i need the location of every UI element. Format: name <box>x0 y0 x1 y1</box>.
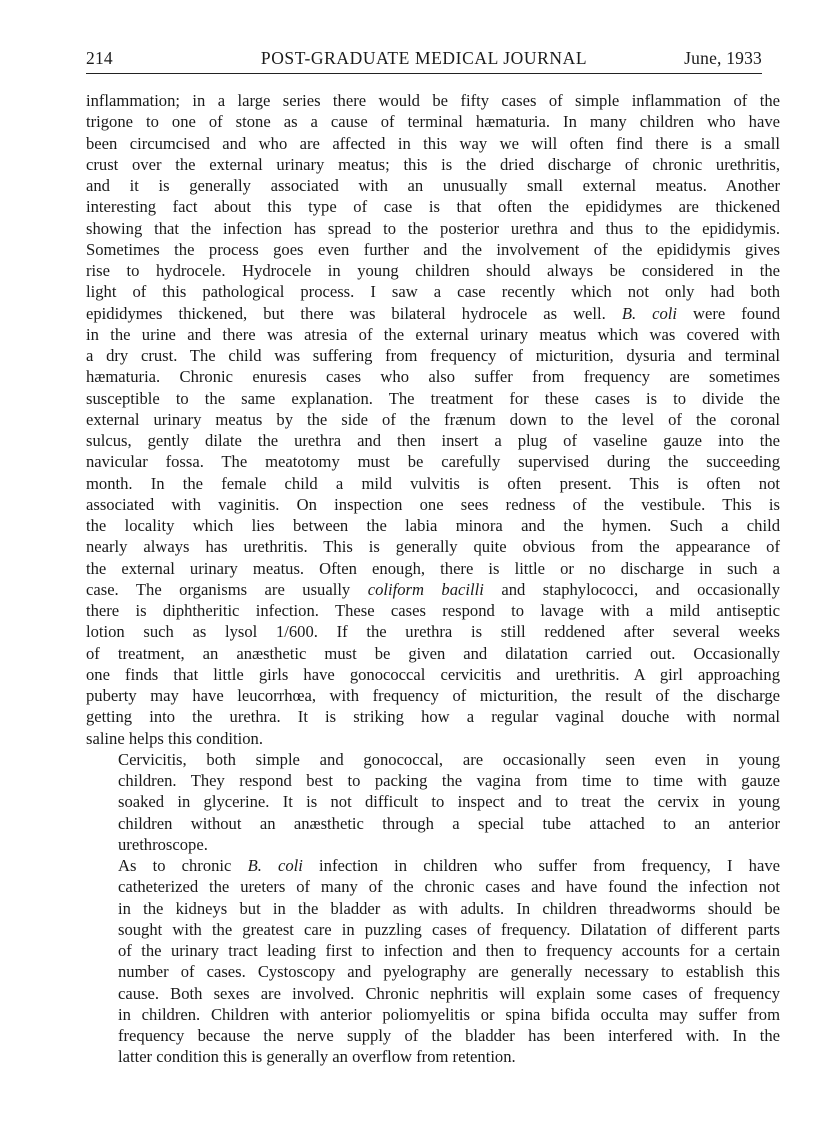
text-line: getting into the urethra. It is striking how a regular vaginal douche with normal <box>86 707 780 727</box>
paragraph <box>86 749 780 855</box>
text-line: in the kidneys but in the bladder as with adults. In children threadworms should be <box>118 898 780 918</box>
text-line: soaked in glycerine. It is not difficult to inspect and to treat the cervix in young <box>118 792 780 812</box>
text-line: case. The organisms are usually coliform bacilli and staphylococci, and occasionally <box>86 579 781 599</box>
text-line: number of cases. Cystoscopy and pyelography are generally necessary to establish this <box>118 962 780 982</box>
text-line: trigone to one of stone as a cause of terminal hæmaturia. In many children who have <box>86 112 780 132</box>
text-line: inflammation; in a large series there would be fifty cases of simple inflammation of the <box>86 91 780 110</box>
text-line: interesting fact about this type of case is that often the epididymes are thickened <box>86 197 780 217</box>
text-line: children without an anæsthetic through a special tube attached to an anterior <box>118 813 780 833</box>
text-line: children. They respond best to packing the vagina from time to time with gauze <box>118 771 780 790</box>
text-line: frequency because the nerve supply of the bladder has been interfered with. In the <box>118 1026 780 1045</box>
text-line: puberty may have leucorrhœa, with frequency of micturition, the result of the discharge <box>86 686 780 705</box>
text-line: susceptible to the same explanation. The treatment for these cases is to divide the <box>86 388 780 408</box>
text-line: rise to hydrocele. Hydrocele in young children should always be considered in the <box>86 261 780 280</box>
text-line: catheterized the ureters of many of the chronic cases and have found the infection not <box>118 877 780 897</box>
text-line: showing that the infection has spread to the posterior urethra and thus to the epididymis. <box>86 218 780 238</box>
text-line: and it is generally associated with an unusually small external meatus. Another <box>86 176 780 195</box>
text-line: there is diphtheritic infection. These cases respond to lavage with a mild antiseptic <box>86 601 780 620</box>
text-line: lotion such as lysol 1/600. If the urethra is still reddened after several weeks <box>86 622 780 642</box>
text-line: navicular fossa. The meatotomy must be carefully supervised during the succeeding <box>86 452 780 472</box>
text-line: nearly always has urethritis. This is generally quite obvious from the appearance of <box>86 537 780 557</box>
text-line: been circumcised and who are affected in this way we will often find there is a small <box>86 133 780 153</box>
page-number: 214 <box>86 48 113 68</box>
text-line: urethroscope. <box>118 834 208 854</box>
text-line: the external urinary meatus. Often enough, there is little or no discharge in such a <box>86 558 780 578</box>
text-line: sought with the greatest care in puzzling cases of frequency. Dilatation of different parts <box>118 919 780 939</box>
paragraph <box>86 855 780 1068</box>
text-line: epididymes thickened, but there was bilateral hydrocele as well. B. coli were found <box>86 303 780 323</box>
text-line: one finds that little girls have gonococcal cervicitis and urethritis. A girl approaching <box>86 664 780 684</box>
text-line: external urinary meatus by the side of the frænum down to the level of the coronal <box>86 409 780 429</box>
text-line: in the urine and there was atresia of the external urinary meatus which was covered with <box>86 324 780 344</box>
text-line: the locality which lies between the labia minora and the hymen. Such a child <box>86 516 780 535</box>
text-line: hæmaturia. Chronic enuresis cases who also suffer from frequency are sometimes <box>86 367 780 387</box>
journal-title: POST-GRADUATE MEDICAL JOURNAL <box>260 48 588 68</box>
text-line: latter condition this is generally an overflow from retention. <box>118 1047 516 1067</box>
text-line: month. In the female child a mild vulvitis is often present. This is often not <box>86 473 780 493</box>
text-line: Cervicitis, both simple and gonococcal, are occasionally seen even in young <box>118 749 780 769</box>
paragraph <box>86 90 780 749</box>
text-line: associated with vaginitis. On inspection one sees redness of the vestibule. This is <box>86 494 780 514</box>
text-line: crust over the external urinary meatus; this is the dried discharge of chronic urethritis, <box>86 154 780 174</box>
text-line: a dry crust. The child was suffering from frequency of micturition, dysuria and terminal <box>86 346 780 365</box>
text-line: in children. Children with anterior poliomyelitis or spina bifida occulta may suffer from <box>118 1004 780 1024</box>
text-line: Sometimes the process goes even further and the involvement of the epididymis gives <box>86 239 780 259</box>
article-body <box>86 90 780 1068</box>
text-line: sulcus, gently dilate the urethra and then insert a plug of vaseline gauze into the <box>86 431 780 450</box>
issue-date: June, 1933 <box>684 48 762 68</box>
text-line: As to chronic B. coli infection in children who suffer from frequency, I have <box>118 856 780 875</box>
text-line: light of this pathological process. I saw a case recently which not only had both <box>86 282 780 302</box>
text-line: saline helps this condition. <box>86 728 263 748</box>
running-header <box>86 46 762 72</box>
text-line: cause. Both sexes are involved. Chronic nephritis will explain some cases of frequency <box>118 983 780 1003</box>
text-line: of the urinary tract leading first to infection and then to frequency accounts for a certain <box>118 941 780 960</box>
header-rule <box>86 73 762 74</box>
text-line: of treatment, an anæsthetic must be given and dilatation carried out. Occasionally <box>86 643 780 663</box>
